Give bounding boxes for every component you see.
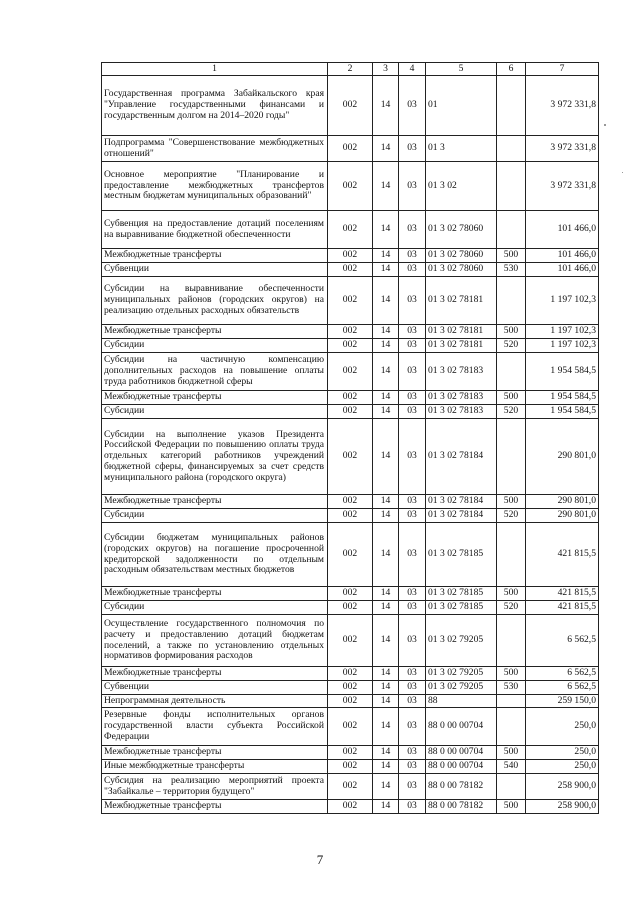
- target-article-cell: 01 3 02 78060: [426, 263, 497, 277]
- subsection-code-cell: 03: [399, 162, 426, 211]
- item-name-cell: Основное мероприятие "Планирование и предоставление межбюджетных трансфертов местным бюджетам муниципальных образований": [102, 162, 328, 211]
- target-article-cell: 01 3 02 78181: [426, 325, 497, 339]
- expense-type-cell: 500: [497, 587, 526, 601]
- target-article-cell: 01 3 02 78183: [426, 405, 497, 419]
- administrator-code-cell: 002: [328, 249, 373, 263]
- target-article-cell: 88 0 00 78182: [426, 774, 497, 800]
- item-name-cell: Субвенции: [102, 681, 328, 695]
- subsection-code-cell: 03: [399, 263, 426, 277]
- subsection-code-cell: 03: [399, 76, 426, 136]
- table-row: [102, 800, 599, 814]
- expense-type-cell: [497, 695, 526, 708]
- table-row: [102, 774, 599, 800]
- table-row: [102, 587, 599, 601]
- target-article-cell: 01 3 02 78185: [426, 601, 497, 615]
- amount-cell: 1 954 584,5: [526, 405, 599, 419]
- item-name-cell: Субсидии на выравнивание обеспеченности муниципальных районов (городских округов) на реализацию отдельных расходных обязательств: [102, 277, 328, 325]
- expense-type-cell: 500: [497, 391, 526, 405]
- amount-cell: 250,0: [526, 760, 599, 774]
- section-code-cell: 14: [373, 774, 399, 800]
- administrator-code-cell: 002: [328, 509, 373, 523]
- amount-cell: 1 197 102,3: [526, 339, 599, 353]
- amount-cell: 1 197 102,3: [526, 277, 599, 325]
- expense-type-cell: [497, 708, 526, 746]
- table-row: [102, 76, 599, 136]
- table-row: [102, 667, 599, 681]
- subsection-code-cell: 03: [399, 249, 426, 263]
- subsection-code-cell: 03: [399, 419, 426, 495]
- column-number-header: [102, 63, 599, 76]
- target-article-cell: 01 3 02 78184: [426, 495, 497, 509]
- table-row: [102, 162, 599, 211]
- subsection-code-cell: 03: [399, 774, 426, 800]
- administrator-code-cell: 002: [328, 277, 373, 325]
- expense-type-cell: 500: [497, 495, 526, 509]
- expense-type-cell: [497, 774, 526, 800]
- section-code-cell: 14: [373, 339, 399, 353]
- item-name-cell: Межбюджетные трансферты: [102, 800, 328, 814]
- item-name-cell: Межбюджетные трансферты: [102, 587, 328, 601]
- expense-type-cell: 520: [497, 601, 526, 615]
- expense-type-cell: 500: [497, 667, 526, 681]
- item-name-cell: Подпрограмма "Совершенствование межбюджетных отношений": [102, 136, 328, 162]
- section-code-cell: 14: [373, 353, 399, 391]
- item-name-cell: Межбюджетные трансферты: [102, 325, 328, 339]
- expense-type-cell: [497, 615, 526, 667]
- item-name-cell: Субсидии: [102, 339, 328, 353]
- section-code-cell: 14: [373, 211, 399, 249]
- administrator-code-cell: 002: [328, 681, 373, 695]
- target-article-cell: 01 3 02 79205: [426, 667, 497, 681]
- target-article-cell: 88 0 00 00704: [426, 760, 497, 774]
- subsection-code-cell: 03: [399, 523, 426, 587]
- section-code-cell: 14: [373, 523, 399, 587]
- expense-type-cell: [497, 523, 526, 587]
- section-code-cell: 14: [373, 495, 399, 509]
- item-name-cell: Субсидия на реализацию мероприятий проекта "Забайкалье – территория будущего": [102, 774, 328, 800]
- amount-cell: 250,0: [526, 708, 599, 746]
- header-cell: 5: [426, 63, 497, 76]
- amount-cell: 101 466,0: [526, 263, 599, 277]
- section-code-cell: 14: [373, 325, 399, 339]
- administrator-code-cell: 002: [328, 391, 373, 405]
- item-name-cell: Субсидии: [102, 405, 328, 419]
- target-article-cell: 88 0 00 00704: [426, 746, 497, 760]
- target-article-cell: 01 3 02 78184: [426, 509, 497, 523]
- administrator-code-cell: 002: [328, 405, 373, 419]
- scan-speck: [604, 124, 606, 126]
- administrator-code-cell: 002: [328, 325, 373, 339]
- budget-table: [101, 62, 599, 814]
- table-row: [102, 495, 599, 509]
- header-cell: 2: [328, 63, 373, 76]
- target-article-cell: 01 3 02 78183: [426, 353, 497, 391]
- item-name-cell: Межбюджетные трансферты: [102, 667, 328, 681]
- expense-type-cell: [497, 136, 526, 162]
- table-row: [102, 695, 599, 708]
- table-row: [102, 405, 599, 419]
- administrator-code-cell: 002: [328, 523, 373, 587]
- target-article-cell: 01 3 02 78185: [426, 523, 497, 587]
- subsection-code-cell: 03: [399, 587, 426, 601]
- section-code-cell: 14: [373, 391, 399, 405]
- table-row: [102, 263, 599, 277]
- subsection-code-cell: 03: [399, 136, 426, 162]
- administrator-code-cell: 002: [328, 587, 373, 601]
- item-name-cell: Субвенции: [102, 263, 328, 277]
- expense-type-cell: 530: [497, 681, 526, 695]
- expense-type-cell: [497, 277, 526, 325]
- expense-type-cell: [497, 76, 526, 136]
- section-code-cell: 14: [373, 708, 399, 746]
- amount-cell: 290 801,0: [526, 509, 599, 523]
- section-code-cell: 14: [373, 601, 399, 615]
- expense-type-cell: [497, 353, 526, 391]
- item-name-cell: Субсидии бюджетам муниципальных районов (городских округов) на погашение просроченной кредиторской задолженности по отдельным расходным обязательствам местных бюджетов: [102, 523, 328, 587]
- item-name-cell: Межбюджетные трансферты: [102, 249, 328, 263]
- expense-type-cell: [497, 162, 526, 211]
- expense-type-cell: 500: [497, 249, 526, 263]
- section-code-cell: 14: [373, 419, 399, 495]
- section-code-cell: 14: [373, 615, 399, 667]
- administrator-code-cell: 002: [328, 760, 373, 774]
- table-row: [102, 277, 599, 325]
- target-article-cell: 01 3 02 78060: [426, 249, 497, 263]
- section-code-cell: 14: [373, 667, 399, 681]
- table-row: [102, 353, 599, 391]
- item-name-cell: Резервные фонды исполнительных органов государственной власти субъекта Российской Федерации: [102, 708, 328, 746]
- administrator-code-cell: 002: [328, 695, 373, 708]
- section-code-cell: 14: [373, 136, 399, 162]
- target-article-cell: 01 3 02 79205: [426, 681, 497, 695]
- administrator-code-cell: 002: [328, 800, 373, 814]
- header-cell: 3: [373, 63, 399, 76]
- section-code-cell: 14: [373, 800, 399, 814]
- target-article-cell: 88 0 00 78182: [426, 800, 497, 814]
- table-row: [102, 249, 599, 263]
- section-code-cell: 14: [373, 509, 399, 523]
- section-code-cell: 14: [373, 587, 399, 601]
- amount-cell: 421 815,5: [526, 587, 599, 601]
- header-cell: 4: [399, 63, 426, 76]
- item-name-cell: Субсидии: [102, 509, 328, 523]
- administrator-code-cell: 002: [328, 495, 373, 509]
- administrator-code-cell: 002: [328, 263, 373, 277]
- section-code-cell: 14: [373, 695, 399, 708]
- section-code-cell: 14: [373, 277, 399, 325]
- table-row: [102, 136, 599, 162]
- item-name-cell: Межбюджетные трансферты: [102, 746, 328, 760]
- section-code-cell: 14: [373, 405, 399, 419]
- administrator-code-cell: 002: [328, 601, 373, 615]
- item-name-cell: Межбюджетные трансферты: [102, 391, 328, 405]
- administrator-code-cell: 002: [328, 339, 373, 353]
- administrator-code-cell: 002: [328, 76, 373, 136]
- subsection-code-cell: 03: [399, 405, 426, 419]
- item-name-cell: Межбюджетные трансферты: [102, 495, 328, 509]
- amount-cell: 1 954 584,5: [526, 353, 599, 391]
- table-row: [102, 211, 599, 249]
- subsection-code-cell: 03: [399, 760, 426, 774]
- amount-cell: 3 972 331,8: [526, 162, 599, 211]
- subsection-code-cell: 03: [399, 667, 426, 681]
- amount-cell: 6 562,5: [526, 667, 599, 681]
- administrator-code-cell: 002: [328, 615, 373, 667]
- table-row: [102, 325, 599, 339]
- item-name-cell: Осуществление государственного полномочия по расчету и предоставлению дотаций бюджетам поселений, а также по установлению отдельных нормативов формирования расходов: [102, 615, 328, 667]
- amount-cell: 421 815,5: [526, 523, 599, 587]
- table-row: [102, 615, 599, 667]
- item-name-cell: Субсидии: [102, 601, 328, 615]
- section-code-cell: 14: [373, 760, 399, 774]
- table-row: [102, 509, 599, 523]
- subsection-code-cell: 03: [399, 277, 426, 325]
- target-article-cell: 01 3 02 78185: [426, 587, 497, 601]
- amount-cell: 421 815,5: [526, 601, 599, 615]
- expense-type-cell: 520: [497, 509, 526, 523]
- amount-cell: 3 972 331,8: [526, 136, 599, 162]
- target-article-cell: 01 3 02 78181: [426, 339, 497, 353]
- expense-type-cell: 520: [497, 339, 526, 353]
- subsection-code-cell: 03: [399, 601, 426, 615]
- administrator-code-cell: 002: [328, 774, 373, 800]
- amount-cell: 250,0: [526, 746, 599, 760]
- subsection-code-cell: 03: [399, 708, 426, 746]
- header-cell: 1: [102, 63, 328, 76]
- subsection-code-cell: 03: [399, 746, 426, 760]
- section-code-cell: 14: [373, 162, 399, 211]
- expense-type-cell: 500: [497, 325, 526, 339]
- amount-cell: 101 466,0: [526, 249, 599, 263]
- target-article-cell: 01 3 02: [426, 162, 497, 211]
- target-article-cell: 01 3 02 78060: [426, 211, 497, 249]
- section-code-cell: 14: [373, 681, 399, 695]
- expense-type-cell: [497, 211, 526, 249]
- header-cell: 6: [497, 63, 526, 76]
- header-cell: 7: [526, 63, 599, 76]
- administrator-code-cell: 002: [328, 708, 373, 746]
- table-row: [102, 419, 599, 495]
- expense-type-cell: 500: [497, 800, 526, 814]
- item-name-cell: Непрограммная деятельность: [102, 695, 328, 708]
- subsection-code-cell: 03: [399, 211, 426, 249]
- administrator-code-cell: 002: [328, 211, 373, 249]
- target-article-cell: 01 3 02 79205: [426, 615, 497, 667]
- page-number: 7: [316, 852, 324, 867]
- target-article-cell: 01 3 02 78181: [426, 277, 497, 325]
- expense-type-cell: 540: [497, 760, 526, 774]
- expense-type-cell: 520: [497, 405, 526, 419]
- item-name-cell: Иные межбюджетные трансферты: [102, 760, 328, 774]
- section-code-cell: 14: [373, 746, 399, 760]
- amount-cell: 6 562,5: [526, 615, 599, 667]
- amount-cell: 259 150,0: [526, 695, 599, 708]
- expense-type-cell: [497, 419, 526, 495]
- amount-cell: 6 562,5: [526, 681, 599, 695]
- table-body: [102, 63, 599, 814]
- subsection-code-cell: 03: [399, 695, 426, 708]
- section-code-cell: 14: [373, 263, 399, 277]
- section-code-cell: 14: [373, 76, 399, 136]
- table-row: [102, 708, 599, 746]
- subsection-code-cell: 03: [399, 353, 426, 391]
- amount-cell: 1 197 102,3: [526, 325, 599, 339]
- subsection-code-cell: 03: [399, 325, 426, 339]
- item-name-cell: Субсидии на выполнение указов Президента Российской Федерации по повышению оплаты труда отдельных категорий работников учреждений бюджетной сферы, финансируемых за счет средств муниципального района (городского округа): [102, 419, 328, 495]
- expense-type-cell: 500: [497, 746, 526, 760]
- amount-cell: 258 900,0: [526, 800, 599, 814]
- table-row: [102, 746, 599, 760]
- table-row: [102, 523, 599, 587]
- subsection-code-cell: 03: [399, 615, 426, 667]
- amount-cell: 290 801,0: [526, 419, 599, 495]
- section-code-cell: 14: [373, 249, 399, 263]
- expense-type-cell: 530: [497, 263, 526, 277]
- target-article-cell: 01: [426, 76, 497, 136]
- target-article-cell: 88 0 00 00704: [426, 708, 497, 746]
- subsection-code-cell: 03: [399, 681, 426, 695]
- administrator-code-cell: 002: [328, 419, 373, 495]
- amount-cell: 101 466,0: [526, 211, 599, 249]
- subsection-code-cell: 03: [399, 800, 426, 814]
- subsection-code-cell: 03: [399, 495, 426, 509]
- item-name-cell: Субвенция на предоставление дотаций поселениям на выравнивание бюджетной обеспеченности: [102, 211, 328, 249]
- item-name-cell: Субсидии на частичную компенсацию дополнительных расходов на повышение оплаты труда работников бюджетной сферы: [102, 353, 328, 391]
- amount-cell: 3 972 331,8: [526, 76, 599, 136]
- amount-cell: 258 900,0: [526, 774, 599, 800]
- table-row: [102, 391, 599, 405]
- item-name-cell: Государственная программа Забайкальского края "Управление государственными финансами и государственным долгом на 2014–2020 годы": [102, 76, 328, 136]
- target-article-cell: 01 3: [426, 136, 497, 162]
- table-row: [102, 601, 599, 615]
- target-article-cell: 01 3 02 78183: [426, 391, 497, 405]
- subsection-code-cell: 03: [399, 509, 426, 523]
- amount-cell: 290 801,0: [526, 495, 599, 509]
- administrator-code-cell: 002: [328, 746, 373, 760]
- subsection-code-cell: 03: [399, 391, 426, 405]
- administrator-code-cell: 002: [328, 136, 373, 162]
- table-row: [102, 681, 599, 695]
- scan-speck: [622, 172, 623, 173]
- administrator-code-cell: 002: [328, 667, 373, 681]
- target-article-cell: 88: [426, 695, 497, 708]
- administrator-code-cell: 002: [328, 162, 373, 211]
- subsection-code-cell: 03: [399, 339, 426, 353]
- administrator-code-cell: 002: [328, 353, 373, 391]
- amount-cell: 1 954 584,5: [526, 391, 599, 405]
- table-row: [102, 339, 599, 353]
- target-article-cell: 01 3 02 78184: [426, 419, 497, 495]
- table-row: [102, 760, 599, 774]
